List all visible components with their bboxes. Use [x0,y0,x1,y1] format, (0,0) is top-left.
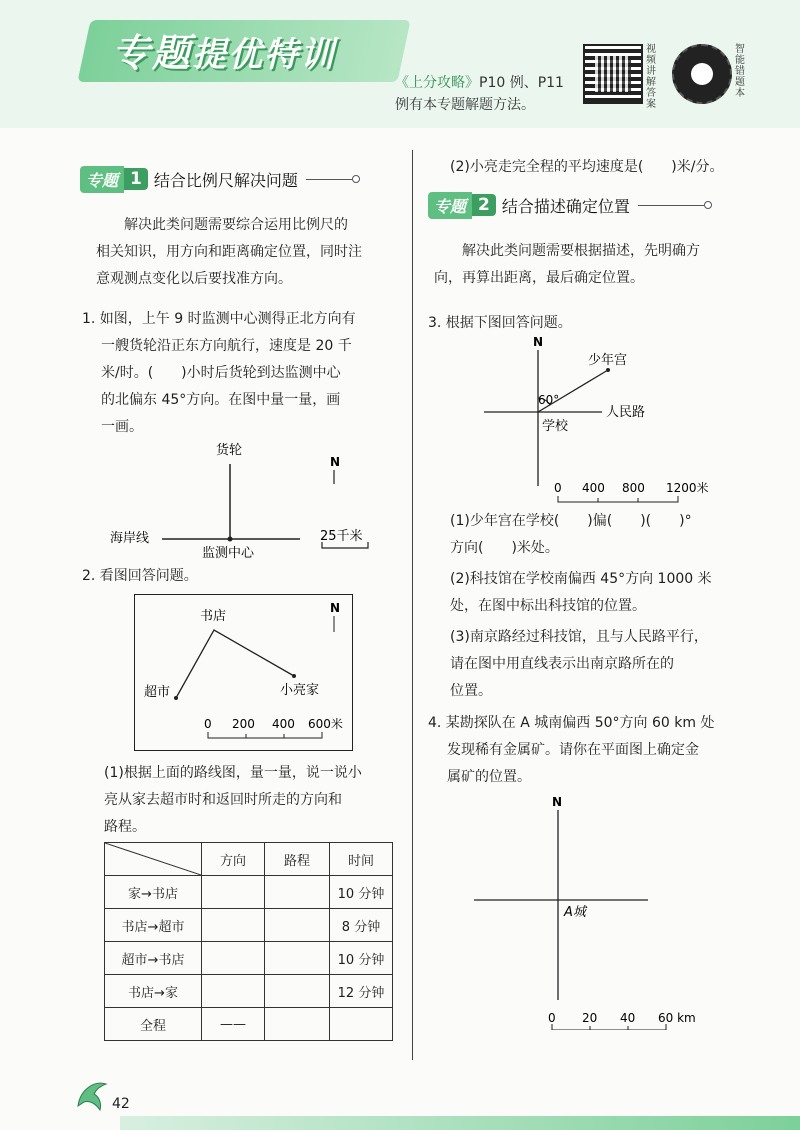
q3-sub1-line: 方向( )米处。 [450,540,559,556]
time-cell: 8 分钟 [330,909,393,942]
distance-answer-cell[interactable] [265,975,330,1008]
school-label: 学校 [542,419,569,434]
section2-header [428,192,712,218]
palace-label: 少年宫 [588,353,628,368]
page-footer [0,1080,800,1130]
q3-sub1-line: (1)少年宫在学校( )偏( )( )° [450,513,692,529]
coast-label: 海岸线 [110,531,150,546]
q2-north-label: N [330,601,341,615]
distance-answer-cell[interactable] [265,942,330,975]
time-cell: 10 分钟 [330,876,393,909]
section1-intro-line: 相关知识，用方向和距离确定位置，同时注 [96,244,362,260]
distance-answer-cell[interactable] [265,909,330,942]
q3-scale-tick: 1200米 [666,481,709,495]
question-2-intro: 2. 看图回答问题。 [82,568,198,584]
north-label: N [330,455,341,469]
q2-scale-bar [208,732,322,738]
route-cell: 全程 [105,1008,202,1041]
q3-scale-tick: 800 [622,481,645,495]
q3-north-label: N [533,335,544,349]
note-line2: 例有本专题解题方法。 [395,97,535,113]
error-book-logo-icon[interactable] [672,44,732,104]
angle-label: 60° [538,393,560,407]
q4-line: 属矿的位置。 [447,769,531,785]
distance-answer-cell[interactable] [265,876,330,909]
palace-point [606,368,610,372]
note-line1-rest: P10 例、P11 [479,75,564,91]
section2-intro-line: 解决此类问题需要根据描述，先明确方 [462,243,700,259]
home-label: 小亮家 [280,683,320,698]
q3-scale-tick: 0 [554,481,562,495]
note-book-title: 《上分攻略》 [395,75,479,91]
q2-scale-tick: 200 [232,717,255,731]
q2-sub1 [104,760,404,841]
direction-answer-cell[interactable] [202,975,265,1008]
monitor-center-point [228,537,233,542]
q1-line: 一艘货轮沿正东方向航行，速度是 20 千 [101,338,352,354]
page-number: 42 [112,1096,130,1112]
table-row [105,975,393,1008]
dolphin-icon [72,1076,112,1116]
table-row [105,909,393,942]
q4-scale-tick: 0 [548,1011,556,1025]
q2-sub1-line: 亮从家去超市时和返回时所走的方向和 [104,792,342,808]
section2-number: 2 [472,194,496,216]
section2-badge: 专题 [428,192,472,219]
q3-scale-bar [558,496,678,502]
direction-answer-cell[interactable] [202,942,265,975]
q4-diagram [466,790,726,1030]
q4-scale-tick: 20 [582,1011,598,1025]
banner-main: 专题 [112,31,193,75]
section1-intro [96,212,406,293]
section1-intro-line: 意观测点变化以后要找准方向。 [96,271,292,287]
qr-code-icon[interactable] [583,44,643,104]
home-point [292,674,296,678]
q1-scale-label: 25千米 [320,529,363,544]
section2-intro [434,238,764,292]
question-1-text [82,306,402,441]
q2-sub1-line: (1)根据上面的路线图，量一量，说一说小 [104,765,362,781]
q3-sub3-line: 位置。 [450,683,492,699]
table-row [105,1008,393,1041]
direction-answer-cell[interactable] [202,876,265,909]
center-label: 监测中心 [202,546,255,561]
table-row [105,876,393,909]
q3-scale-tick: 400 [582,481,605,495]
banner-title [112,22,336,77]
q2-scale-tick: 600米 [308,717,343,731]
store-label: 书店 [200,609,227,624]
q1-diagram [100,436,400,566]
table-header-distance: 路程 [265,843,330,876]
route-cell: 书店→家 [105,975,202,1008]
section1-intro-line: 解决此类问题需要综合运用比例尺的 [124,217,348,233]
q4-scale-tick: 60 km [658,1011,696,1025]
route-cell: 超市→书店 [105,942,202,975]
page-header [0,0,800,128]
section1-rule-dot [352,175,360,183]
q3-diagram [470,334,730,504]
section1-title: 结合比例尺解决问题 [153,170,298,190]
q2-scale-tick: 400 [272,717,295,731]
table-corner-cell [105,843,202,876]
q4-north-label: N [552,795,563,809]
time-answer-cell[interactable] [330,1008,393,1041]
logo-caption: 智能错题本 [735,44,745,99]
section1-rule [306,179,352,180]
direction-answer-cell[interactable] [202,909,265,942]
question-3-intro: 3. 根据下图回答问题。 [428,315,572,331]
q2-sub2: (2)小亮走完全程的平均速度是( )米/分。 [450,159,724,175]
q2-route [176,630,294,698]
q2-route-table [104,842,393,1041]
city-a-label: A城 [564,905,586,920]
section1-number: 1 [124,168,148,190]
section2-rule-dot [704,201,712,209]
table-diagonal [105,843,201,875]
q3-sub3-line: 请在图中用直线表示出南京路所在的 [450,656,674,672]
footer-stripe [120,1116,800,1130]
q3-sub1 [450,508,760,562]
q3-sub2 [450,566,760,620]
time-cell: 12 分钟 [330,975,393,1008]
q2-scale-tick: 0 [204,717,212,731]
road-label: 人民路 [606,405,646,420]
ship-label: 货轮 [216,443,243,458]
table-row [105,942,393,975]
q3-sub2-line: 处，在图中标出科技馆的位置。 [450,598,646,614]
q4-line: 4. 某勘探队在 A 城南偏西 50°方向 60 km 处 [428,715,715,731]
q3-sub3-line: (3)南京路经过科技馆，且与人民路平行， [450,629,708,645]
distance-answer-cell[interactable] [265,1008,330,1041]
section2-title: 结合描述确定位置 [501,196,630,216]
header-note [395,72,564,116]
market-label: 超市 [144,685,171,700]
section2-intro-line: 向，再算出距离，最后确定位置。 [434,270,644,286]
route-cell: 家→书店 [105,876,202,909]
q2-map [134,594,354,752]
q4-line: 发现稀有金属矿。请你在平面图上确定金 [447,742,699,758]
time-cell: 10 分钟 [330,942,393,975]
qr-caption: 视频讲解答案 [646,44,656,110]
table-header-row [105,843,393,876]
q3-sub3 [450,624,760,705]
route-cell: 书店→超市 [105,909,202,942]
q2-sub1-line: 路程。 [104,819,146,835]
q1-line: 米/时。( )小时后货轮到达监测中心 [101,365,341,381]
q3-sub2-line: (2)科技馆在学校南偏西 45°方向 1000 米 [450,571,712,587]
q1-line: 1. 如图，上午 9 时监测中心测得正北方向有 [82,311,356,327]
q4-scale-tick: 40 [620,1011,636,1025]
table-header-direction: 方向 [202,843,265,876]
q1-line: 一画。 [101,419,143,435]
q1-line: 的北偏东 45°方向。在图中量一量，画 [101,392,341,408]
table-header-time: 时间 [330,843,393,876]
column-divider [412,150,413,1060]
direction-cell: —— [202,1008,265,1041]
banner-sub: 提优特训 [192,35,337,75]
section1-badge: 专题 [80,166,124,193]
question-4-text [428,710,768,791]
section1-header [80,166,360,192]
market-point [174,696,178,700]
section2-rule [638,205,704,206]
